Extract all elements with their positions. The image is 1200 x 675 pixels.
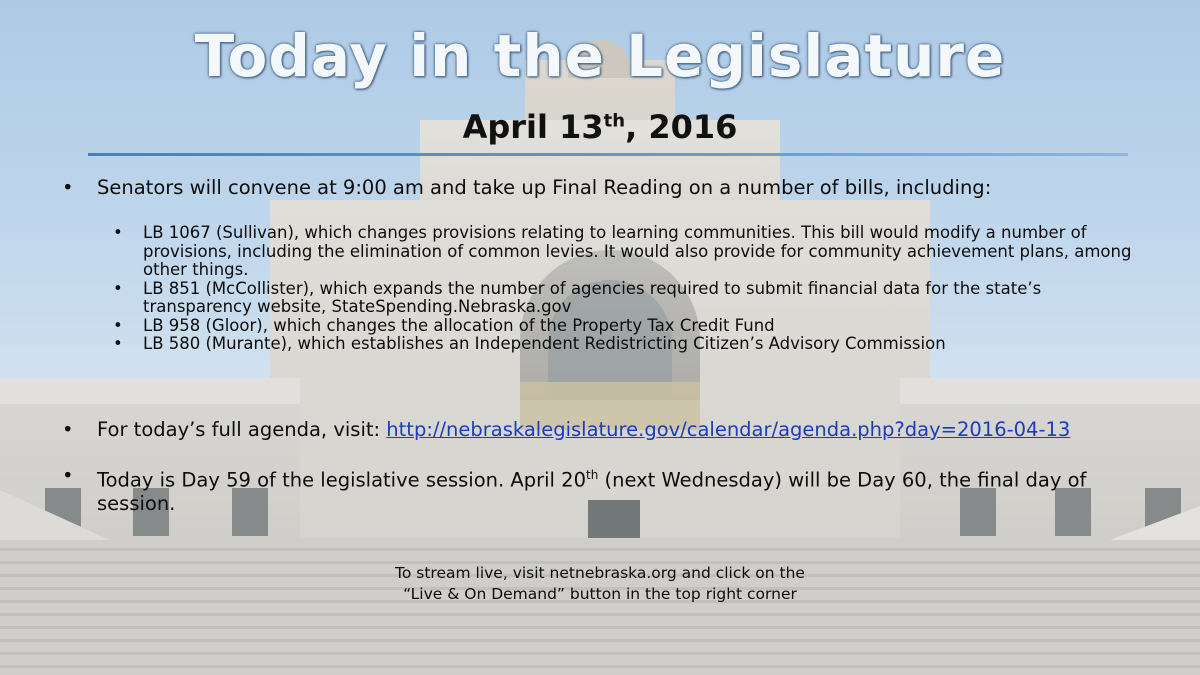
bullet-dot: • <box>113 334 123 353</box>
day-suffix: th <box>585 468 599 482</box>
bill-text: LB 1067 (Sullivan), which changes provisions relating to learning communities. This bill would modify a number of provisions, including the elimination of common levies. It would also provide for community achievement plans, among other things. <box>143 223 1132 279</box>
day-text-1: Today is Day 59 of the legislative session. April 20 <box>97 468 586 492</box>
convene-text: Senators will convene at 9:00 am and take up Final Reading on a number of bills, including: <box>97 176 992 199</box>
bullet-dot: • <box>62 176 74 199</box>
list-item <box>113 317 1133 336</box>
date-suffix: th <box>603 110 626 132</box>
session-day-text <box>97 464 1157 515</box>
stream-note <box>300 563 900 605</box>
bullet-dot: • <box>62 464 74 487</box>
bullet-dot: • <box>113 223 123 242</box>
date-year: , 2016 <box>625 108 738 146</box>
bill-text: LB 958 (Gloor), which changes the allocation of the Property Tax Credit Fund <box>143 315 775 335</box>
bill-text: LB 851 (McCollister), which expands the number of agencies required to submit financial data for the state’s transparency website, StateSpending.Nebraska.gov <box>143 278 1042 316</box>
stream-note-line-2: “Live & On Demand” button in the top right corner <box>403 585 797 603</box>
bill-list <box>113 224 1133 354</box>
list-item <box>113 335 1133 354</box>
stream-note-line-1: To stream live, visit netnebraska.org and click on the <box>395 564 805 582</box>
bill-text: LB 580 (Murante), which establishes an Independent Redistricting Citizen’s Advisory Commission <box>143 334 946 353</box>
slide-title: Today in the Legislature <box>194 22 1006 90</box>
list-item <box>113 224 1133 280</box>
agenda-link[interactable]: http://nebraskalegislature.gov/calendar/agenda.php?day=2016-04-13 <box>386 418 1071 441</box>
bullet-dot: • <box>62 418 74 441</box>
agenda-line <box>97 418 1157 441</box>
slide-date <box>0 108 1200 146</box>
bullet-dot: • <box>113 278 123 298</box>
bullet-dot: • <box>113 315 123 335</box>
day-text-2: (next Wednesday) will be Day 60, the final day of session. <box>97 468 1087 515</box>
title-divider <box>88 153 1128 156</box>
list-item <box>113 280 1133 317</box>
agenda-prefix: For today’s full agenda, visit: <box>97 418 387 441</box>
date-text: April 13 <box>462 108 604 146</box>
